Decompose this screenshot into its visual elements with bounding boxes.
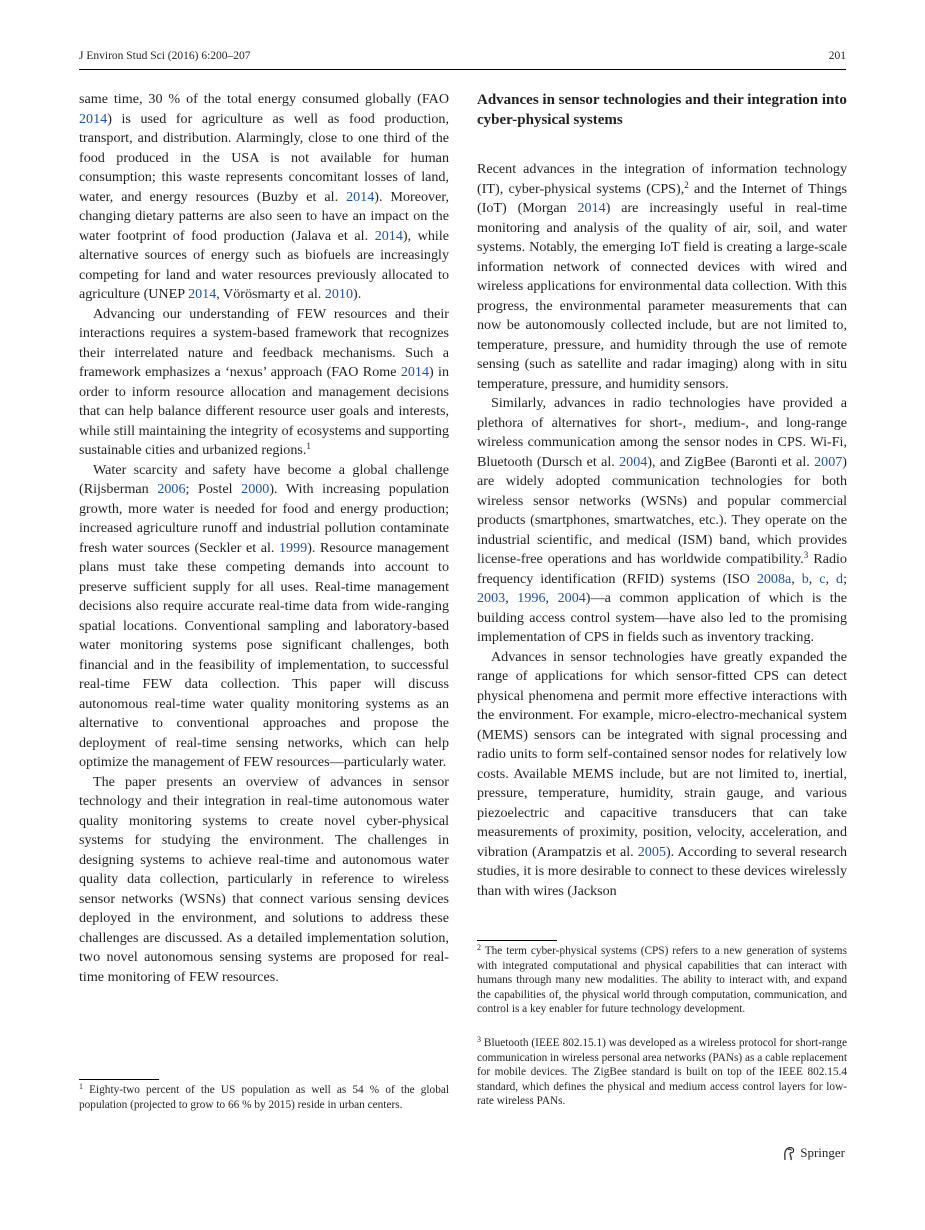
- citation-link[interactable]: 2008a: [756, 570, 792, 587]
- citation-link[interactable]: 2000: [241, 481, 270, 497]
- citation-link[interactable]: 2006: [157, 481, 186, 497]
- left-paragraph-4: The paper presents an overview of advances in sensor technology and their integration in real-time autonomous water quality monitoring systems to create novel cyber-physical systems for studying the environment. The challenges in designing systems to achieve real-time and autonomous water quality data collection, particularly in reference to wireless sensor networks (WSNs) that connect various sensing devices deployed in the environment, and solutions to address these challenges are discussed. As a detailed implementation solution, two novel autonomous sensing systems are proposed for real-time monitoring of FEW resources.: [79, 773, 449, 985]
- right-paragraph-2: Similarly, advances in radio technologies have provided a plethora of alternatives for short-, medium-, and long-range wireless communication among the sensor nodes in CPS. Wi-Fi, Bluetooth (Dursch et al. 2004), and ZigBee (Baronti et al. 2007) are widely adopted communication technologies for both wireless sensor networks (WSNs) and popular commercial products (smartphones, smartwatches, etc.). They operate on the industrial scientific, and medical (ISM) band, which provides license-free operations and has worldwide compatibility.$^3$ Radio frequency identification (RFID) systems (ISO 2008a, b, c, d; 2003, 1996, 2004)—a common application of which is the building access control system—have also led to the promising implementation of CPS in fields such as inventory tracking.: [477, 395, 848, 645]
- springer-horse-icon: [782, 1146, 796, 1161]
- running-header: [79, 50, 846, 70]
- section-heading: Advances in sensor technologies and their integration into cyber-physical systems: [477, 92, 847, 128]
- footnote-ref-2[interactable]: 2: [684, 179, 689, 190]
- left-paragraph-2: Advancing our understanding of FEW resources and their interactions requires a system-based framework that recognizes their interrelated nature and feedback mechanisms. Such a framework emphasizes a ‘nexus’ approach (FAO Rome 2014) in order to inform resource allocation and management decisions that can help balance different resource user goals and interests, while still maintaining the integrity of ecosystems and supporting sustainable cities and urbanized regions.$^1$: [79, 305, 449, 458]
- publisher-name: Springer: [800, 1145, 845, 1160]
- citation-link[interactable]: 1999: [279, 539, 308, 556]
- citation-link[interactable]: 2014: [188, 286, 217, 302]
- footnote-rule: [477, 940, 557, 941]
- citation-link[interactable]: 2007: [814, 453, 843, 470]
- citation-link[interactable]: 2004: [619, 453, 648, 470]
- header-rule: [79, 69, 846, 70]
- citation-link[interactable]: 1996: [517, 590, 546, 606]
- citation-link[interactable]: 2005: [637, 843, 666, 860]
- footnote-ref-1[interactable]: 1: [306, 441, 311, 451]
- page-number: 201: [828, 50, 846, 62]
- citation-link[interactable]: d: [836, 570, 844, 587]
- citation-link[interactable]: 2014: [374, 227, 403, 244]
- citation-link[interactable]: 2010: [324, 286, 353, 302]
- citation-link[interactable]: 2003: [477, 590, 506, 606]
- citation-link[interactable]: 2014: [400, 364, 429, 380]
- citation-link[interactable]: b: [801, 570, 809, 587]
- citation-link[interactable]: 2014: [79, 110, 108, 127]
- citation-link[interactable]: 2014: [577, 200, 606, 216]
- citation-link[interactable]: 2004: [557, 590, 586, 606]
- footnote-rule: [79, 1079, 159, 1080]
- left-paragraph-3: Water scarcity and safety have become a global challenge (Rijsberman 2006; Postel 2000). With increasing population growth, more water is needed for food and energy production; increased agriculture runoff and industrial pollution contaminate fresh water sources (Seckler et al. 1999). Resource management plans must take these competing demands into account to preserve sufficient supply for all uses. Real-time management decisions also require accurate real-time data from wide-ranging spatial locations. Conventional sampling and laboratory-based water monitoring systems pose significant challenges, both financial and in the feasibility of implementation, to successful real-time FEW data collection. This paper will discuss autonomous real-time water quality monitoring systems as an alternative to conventional approaches and propose the deployment of real-time sensing networks, which can help optimize the management of FEW resources—particularly water.: [79, 461, 449, 770]
- citation-link[interactable]: c: [819, 570, 826, 587]
- footnote-3: $^3$ Bluetooth (IEEE 802.15.1) was developed as a wireless protocol for short-range communication in wireless personal area networks (PANs) as a cable replacement for mobile devices. The ZigBee standard is built on top of the IEEE 802.15.4 standard, which defines the physical and medium access control layers for low-rate wireless PANs.: [477, 1035, 847, 1107]
- footnote-2: $^2$ The term cyber-physical systems (CPS) refers to a new generation of systems with integrated computational and physical capabilities that can interact with humans through many new modalities. The ability to interact with, and expand the capabilities of, the physical world through computation, communication, and control is a key enabler for future technology development.: [477, 943, 847, 1015]
- footnote-ref-3[interactable]: 3: [803, 550, 809, 560]
- right-column: [477, 90, 847, 901]
- springer-logo: [782, 1145, 845, 1161]
- footnote-1: $^1$ Eighty-two percent of the US population as well as 54 % of the global population (projected to grow to 66 % by 2015) reside in urban centers.: [79, 1082, 449, 1111]
- journal-citation: J Environ Stud Sci (2016) 6:200–207: [79, 50, 251, 62]
- right-paragraph-3: Advances in sensor technologies have greatly expanded the range of applications for which sensor-fitted CPS can detect physical phenomena and permit more effective interactions with the environment. For example, micro-electro-mechanical system (MEMS) sensors can be integrated with signal processing and radio units to form self-contained sensor nodes for relatively low costs. Available MEMS include, but are not limited to, inertial, pressure, temperature, humidity, strain gauge, and various piezoelectric and capacitive transducers that can take measurements of proximity, position, velocity, acceleration, and vibration (Arampatzis et al. 2005). According to several research studies, it is more desirable to connect to these devices wirelessly than with wires (Jackson: [477, 648, 848, 899]
- citation-link[interactable]: 2014: [346, 188, 375, 205]
- right-paragraph-1: Recent advances in the integration of information technology (IT), cyber-physical systems (CPS),$^2$ and the Internet of Things (IoT) (Morgan 2014) are increasingly useful in real-time monitoring and analysis of the quality of air, soil, and water systems. Notably, the emerging IoT field is creating a large-scale information network of connected devices with wired and wireless applications for environmental data collection. With this progress, the environmental parameter measurements that can now be autonomously collected include, but are not limited to, temperature, pressure, and humidity through the use of remote sensing (such as satellite and radar imaging) along with in situ temperature, pressure, and humidity sensors.: [477, 161, 847, 392]
- left-paragraph-1: same time, 30 % of the total energy consumed globally (FAO 2014) is used for agriculture as well as food production, transport, and distribution. Alarmingly, close to one third of the food produced in the USA is not available for human consumption; this waste represents concomitant losses of land, water, and energy resources (Buzby et al. 2014). Moreover, changing dietary patterns are also seen to have an impact on the water footprint of food production (Jalava et al. 2014), while alternative sources of energy such as biofuels are increasingly competing for land and water resources previously allocated to agriculture (UNEP 2014, Vörösmarty et al. 2010).: [79, 91, 449, 302]
- left-column: [79, 90, 449, 987]
